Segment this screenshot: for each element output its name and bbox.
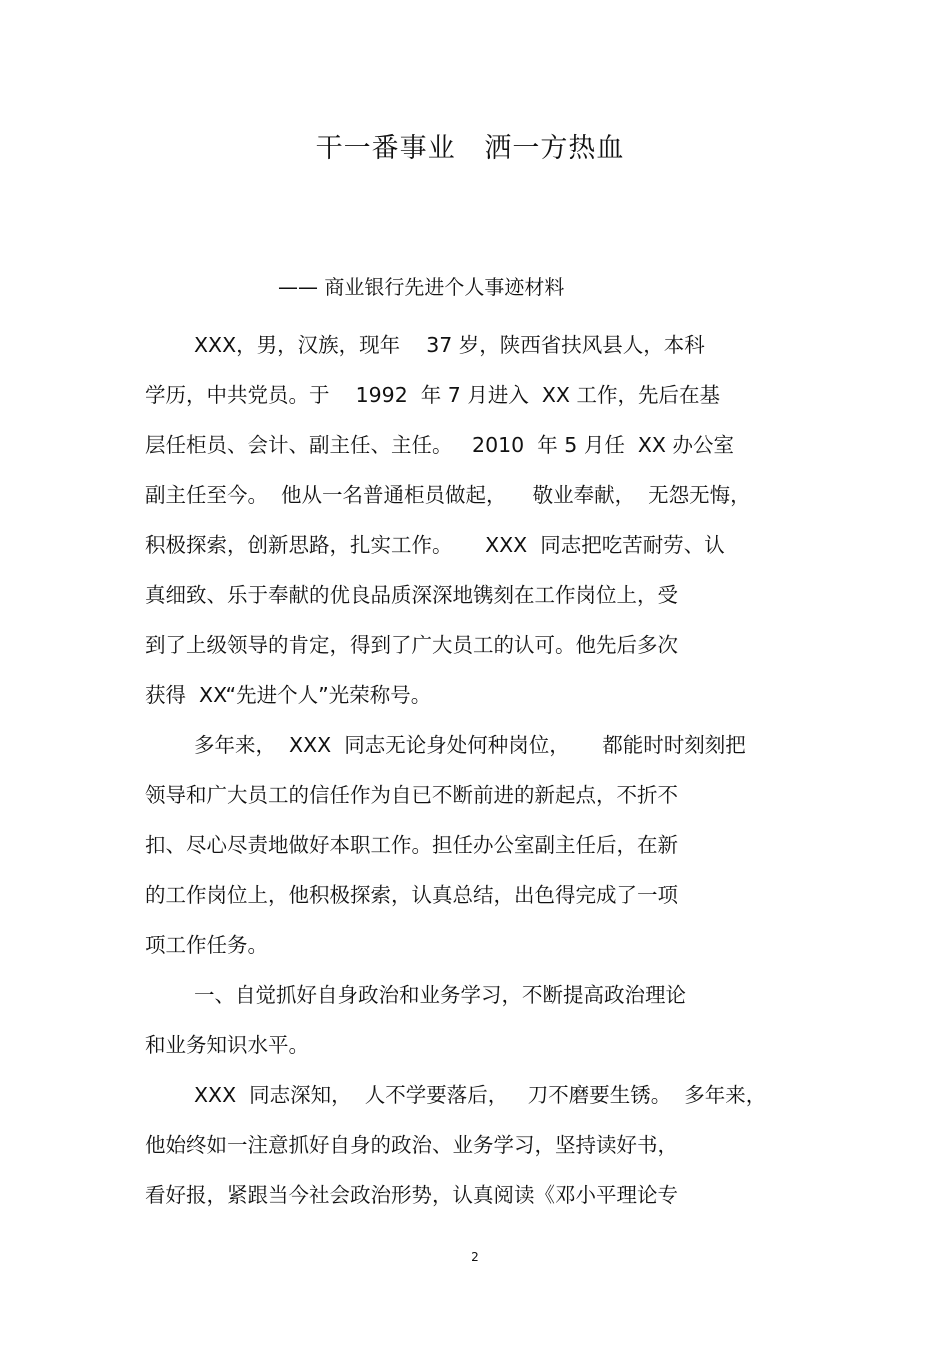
body-line: 真细致、乐于奉献的优良品质深深地镌刻在工作岗位上，受 (145, 583, 678, 607)
body-line: 学历，中共党员。于 1992 年 7 月进入 XX 工作，先后在基 (145, 383, 720, 407)
body-line: 领导和广大员工的信任作为自已不断前进的新起点，不折不 (145, 783, 678, 807)
body-line: 扣、尽心尽责地做好本职工作。担任办公室副主任后，在新 (145, 833, 678, 857)
body-line: XXX，男，汉族，现年 37 岁，陕西省扶风县人，本科 (194, 333, 705, 357)
body-line: 积极探索，创新思路，扎实工作。 XXX 同志把吃苦耐劳、认 (145, 533, 725, 557)
body-line: 多年来， XXX 同志无论身处何种岗位， 都能时时刻刻把 (194, 733, 746, 757)
body-line: 到了上级领导的肯定，得到了广大员工的认可。他先后多次 (145, 633, 678, 657)
body-line: 看好报，紧跟当今社会政治形势，认真阅读《邓小平理论专 (145, 1183, 678, 1207)
page-number: 2 (471, 1250, 479, 1264)
document-title: 干一番事业 洒一方热血 (315, 133, 625, 164)
body-line: 他始终如一注意抓好自身的政治、业务学习，坚持读好书， (145, 1133, 678, 1157)
body-line: 层任柜员、会计、副主任、主任。 2010 年 5 月任 XX 办公室 (145, 433, 734, 457)
section-heading: 和业务知识水平。 (145, 1033, 309, 1057)
body-line: 的工作岗位上，他积极探索，认真总结，出色得完成了一项 (145, 883, 678, 907)
section-heading: 一、自觉抓好自身政治和业务学习，不断提高政治理论 (194, 983, 686, 1007)
document-subtitle: —— 商业银行先进个人事迹材料 (278, 275, 565, 299)
body-line: XXX 同志深知， 人不学要落后， 刀不磨要生锈。 多年来， (194, 1083, 767, 1107)
body-line: 副主任至今。 他从一名普通柜员做起， 敬业奉献， 无怨无悔， (145, 483, 751, 507)
body-line: 项工作任务。 (145, 933, 268, 957)
body-line: 获得 XX“先进个人”光荣称号。 (145, 683, 432, 707)
